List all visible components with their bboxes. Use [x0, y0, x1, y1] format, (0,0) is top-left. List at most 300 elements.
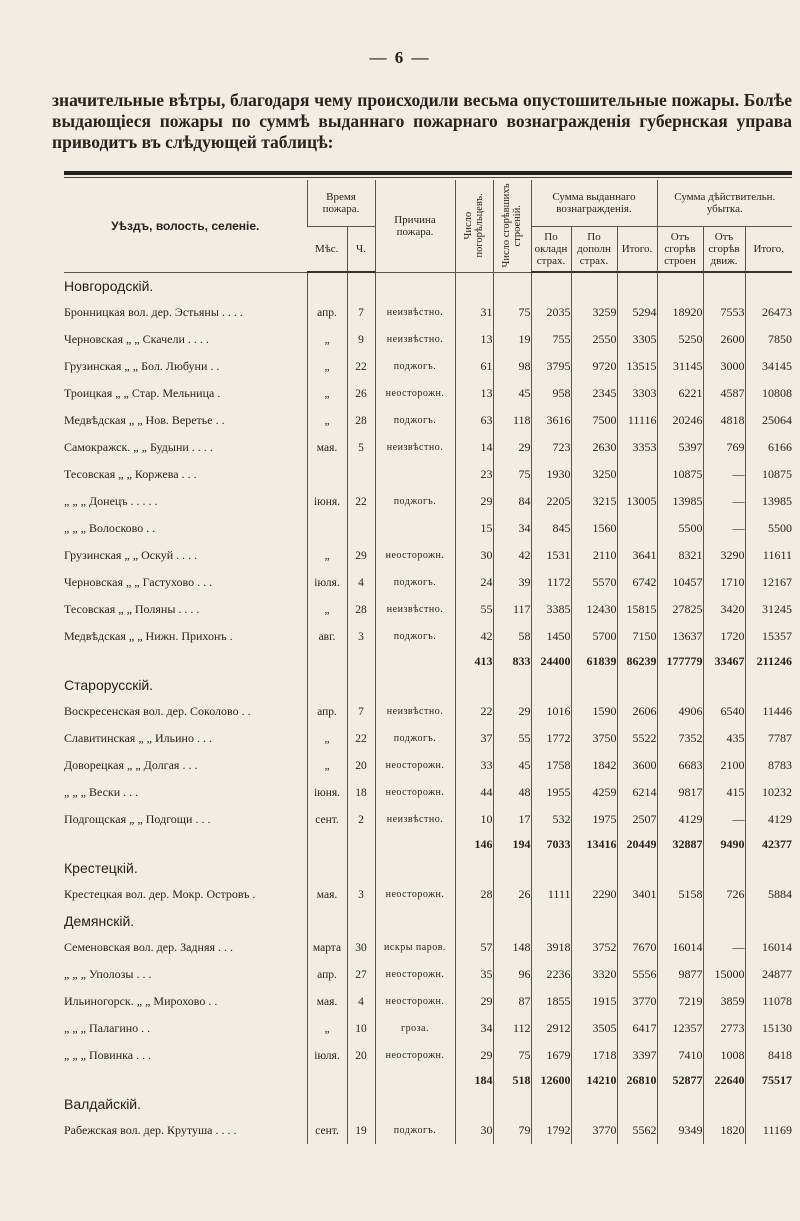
month-cell: [307, 515, 347, 542]
header-paid: Сумма выданнаго вознагражденія.: [531, 180, 657, 227]
loss-mov-cell: 7553: [703, 299, 745, 326]
month-cell: „: [307, 326, 347, 353]
loss-bld-cell: 7410: [657, 1042, 703, 1069]
cause-cell: неосторожн.: [375, 1042, 455, 1069]
paid-total-cell: 13005: [617, 488, 657, 515]
loss-mov-cell: 1710: [703, 569, 745, 596]
place-cell: Грузинская „ „ Оскуй . . . .: [64, 548, 198, 562]
paid-add-cell: 14210: [571, 1069, 617, 1091]
paid-main-cell: 958: [531, 380, 571, 407]
table-row: [64, 515, 792, 542]
table-row: [64, 1015, 792, 1042]
loss-mov-cell: —: [703, 806, 745, 833]
place-cell: Медвѣдская „ „ Нижн. Прихонъ .: [64, 629, 233, 643]
buildings-cell: 75: [493, 1042, 531, 1069]
district-row: [64, 1091, 792, 1117]
paid-add-cell: 4259: [571, 779, 617, 806]
buildings-cell: 98: [493, 353, 531, 380]
table-row: [64, 988, 792, 1015]
loss-total-cell: 5884: [745, 881, 792, 908]
cause-cell: гроза.: [375, 1015, 455, 1042]
loss-mov-cell: 2600: [703, 326, 745, 353]
victims-cell: 29: [455, 488, 493, 515]
cause-cell: неизвѣстно.: [375, 434, 455, 461]
loss-bld-cell: 18920: [657, 299, 703, 326]
district-name: Крестецкій.: [64, 860, 138, 876]
buildings-cell: 48: [493, 779, 531, 806]
paid-total-cell: 26810: [617, 1069, 657, 1091]
table-row: [64, 725, 792, 752]
table-body: [64, 272, 792, 1144]
loss-mov-cell: 435: [703, 725, 745, 752]
paid-total-cell: 3397: [617, 1042, 657, 1069]
loss-mov-cell: 3290: [703, 542, 745, 569]
buildings-cell: 42: [493, 542, 531, 569]
victims-cell: 10: [455, 806, 493, 833]
loss-bld-cell: 7352: [657, 725, 703, 752]
day-cell: 3: [347, 623, 375, 650]
victims-cell: 31: [455, 299, 493, 326]
paid-total-cell: 7670: [617, 934, 657, 961]
loss-bld-cell: 52877: [657, 1069, 703, 1091]
cause-cell: неизвѣстно.: [375, 698, 455, 725]
paid-total-cell: [617, 515, 657, 542]
victims-cell: 55: [455, 596, 493, 623]
month-cell: іюля.: [307, 1042, 347, 1069]
month-cell: апр.: [307, 698, 347, 725]
loss-mov-cell: 2773: [703, 1015, 745, 1042]
month-cell: „: [307, 752, 347, 779]
table-row: [64, 299, 792, 326]
loss-bld-cell: 10457: [657, 569, 703, 596]
paid-total-cell: 20449: [617, 833, 657, 855]
day-cell: 30: [347, 934, 375, 961]
place-cell: Семеновская вол. дер. Задняя . . .: [64, 940, 233, 954]
buildings-cell: 55: [493, 725, 531, 752]
place-cell: „ „ „ Повинка . . .: [64, 1048, 152, 1062]
place-cell: Самокражск. „ „ Будыни . . . .: [64, 440, 213, 454]
place-cell: Крестецкая вол. дер. Мокр. Островъ .: [64, 887, 256, 901]
month-cell: [307, 833, 347, 855]
loss-bld-cell: 16014: [657, 934, 703, 961]
cause-cell: поджогъ.: [375, 1117, 455, 1144]
loss-total-cell: 15130: [745, 1015, 792, 1042]
paid-add-cell: 3750: [571, 725, 617, 752]
day-cell: 22: [347, 353, 375, 380]
loss-total-cell: 13985: [745, 488, 792, 515]
day-cell: 3: [347, 881, 375, 908]
place-cell: [64, 650, 307, 672]
day-cell: [347, 461, 375, 488]
day-cell: 28: [347, 596, 375, 623]
place-cell: Черновская „ „ Гастухово . . .: [64, 575, 213, 589]
month-cell: „: [307, 542, 347, 569]
paid-add-cell: 3505: [571, 1015, 617, 1042]
table-row: [64, 353, 792, 380]
loss-bld-cell: 10875: [657, 461, 703, 488]
month-cell: „: [307, 1015, 347, 1042]
month-cell: „: [307, 380, 347, 407]
day-cell: 9: [347, 326, 375, 353]
cause-cell: неизвѣстно.: [375, 299, 455, 326]
paid-total-cell: 13515: [617, 353, 657, 380]
loss-total-cell: 24877: [745, 961, 792, 988]
paid-main-cell: 12600: [531, 1069, 571, 1091]
buildings-cell: 84: [493, 488, 531, 515]
paid-add-cell: 2345: [571, 380, 617, 407]
buildings-cell: 19: [493, 326, 531, 353]
victims-cell: 44: [455, 779, 493, 806]
loss-total-cell: 10232: [745, 779, 792, 806]
loss-total-cell: 31245: [745, 596, 792, 623]
buildings-cell: 39: [493, 569, 531, 596]
header-buildings: Число сгорѣвшихъ строеній.: [501, 183, 523, 268]
loss-bld-cell: 32887: [657, 833, 703, 855]
victims-cell: 13: [455, 326, 493, 353]
victims-cell: 29: [455, 1042, 493, 1069]
paid-add-cell: 1975: [571, 806, 617, 833]
place-cell: Бронницкая вол. дер. Эстьяны . . . .: [64, 305, 243, 319]
place-cell: [64, 1069, 307, 1091]
district-name: Новгородскій.: [64, 277, 154, 294]
paid-add-cell: 5700: [571, 623, 617, 650]
loss-total-cell: 42377: [745, 833, 792, 855]
paid-main-cell: 2205: [531, 488, 571, 515]
place-cell: Ильиногорск. „ „ Мирохово . .: [64, 994, 218, 1008]
victims-cell: 30: [455, 1117, 493, 1144]
loss-mov-cell: 9490: [703, 833, 745, 855]
loss-mov-cell: 4587: [703, 380, 745, 407]
paid-main-cell: 3795: [531, 353, 571, 380]
paid-main-cell: 723: [531, 434, 571, 461]
place-cell: Доворецкая „ „ Долгая . . .: [64, 758, 198, 772]
paid-total-cell: 3600: [617, 752, 657, 779]
paid-add-cell: 9720: [571, 353, 617, 380]
loss-bld-cell: 8321: [657, 542, 703, 569]
loss-total-cell: 25064: [745, 407, 792, 434]
cause-cell: поджогъ.: [375, 407, 455, 434]
buildings-cell: 833: [493, 650, 531, 672]
paid-add-cell: 3752: [571, 934, 617, 961]
buildings-cell: 87: [493, 988, 531, 1015]
loss-total-cell: 11611: [745, 542, 792, 569]
cause-cell: [375, 1069, 455, 1091]
loss-bld-cell: 5500: [657, 515, 703, 542]
cause-cell: неосторожн.: [375, 961, 455, 988]
loss-bld-cell: 4129: [657, 806, 703, 833]
day-cell: [347, 650, 375, 672]
place-cell: Черновская „ „ Скачели . . . .: [64, 332, 209, 346]
place-cell: Тесовская „ „ Поляны . . . .: [64, 602, 200, 616]
paid-add-cell: 3770: [571, 1117, 617, 1144]
paid-main-cell: 24400: [531, 650, 571, 672]
day-cell: 26: [347, 380, 375, 407]
paid-total-cell: [617, 461, 657, 488]
month-cell: марта: [307, 934, 347, 961]
loss-mov-cell: —: [703, 515, 745, 542]
header-month: Мѣс.: [307, 227, 347, 273]
loss-bld-cell: 13985: [657, 488, 703, 515]
total-row: [64, 1069, 792, 1091]
loss-total-cell: 16014: [745, 934, 792, 961]
day-cell: 27: [347, 961, 375, 988]
victims-cell: 29: [455, 988, 493, 1015]
table-top-rule-thin: [64, 177, 792, 178]
loss-bld-cell: 4906: [657, 698, 703, 725]
victims-cell: 30: [455, 542, 493, 569]
intro-paragraph: значительные вѣтры, благодаря чему происходили весьма опустошительные пожары. Болѣе выдающіеся пожары по суммѣ выданнаго пожарнаго вознагражденія губернская управа приводитъ въ слѣдующей таблицѣ:: [52, 90, 792, 152]
victims-cell: 13: [455, 380, 493, 407]
loss-bld-cell: 20246: [657, 407, 703, 434]
header-victims: Число погорѣльцевъ.: [463, 193, 485, 258]
loss-bld-cell: 6683: [657, 752, 703, 779]
day-cell: 19: [347, 1117, 375, 1144]
paid-main-cell: 1679: [531, 1042, 571, 1069]
loss-total-cell: 7850: [745, 326, 792, 353]
place-cell: Подгощская „ „ Подгощи . . .: [64, 812, 211, 826]
place-cell: Медвѣдская „ „ Нов. Веретье . .: [64, 413, 225, 427]
month-cell: „: [307, 407, 347, 434]
loss-mov-cell: —: [703, 934, 745, 961]
day-cell: 18: [347, 779, 375, 806]
paid-main-cell: 532: [531, 806, 571, 833]
table-row: [64, 806, 792, 833]
table-row: [64, 934, 792, 961]
victims-cell: 33: [455, 752, 493, 779]
district-name: Валдайскій.: [64, 1096, 142, 1112]
day-cell: 20: [347, 1042, 375, 1069]
paid-add-cell: 1842: [571, 752, 617, 779]
cause-cell: поджогъ.: [375, 353, 455, 380]
paid-add-cell: 3259: [571, 299, 617, 326]
loss-total-cell: 34145: [745, 353, 792, 380]
loss-bld-cell: 6221: [657, 380, 703, 407]
paid-total-cell: 2606: [617, 698, 657, 725]
table-row: [64, 569, 792, 596]
cause-cell: поджогъ.: [375, 488, 455, 515]
paid-add-cell: 12430: [571, 596, 617, 623]
day-cell: 29: [347, 542, 375, 569]
total-row: [64, 833, 792, 855]
buildings-cell: 117: [493, 596, 531, 623]
day-cell: 28: [347, 407, 375, 434]
month-cell: мая.: [307, 988, 347, 1015]
paid-main-cell: 1531: [531, 542, 571, 569]
loss-mov-cell: 726: [703, 881, 745, 908]
paid-total-cell: 86239: [617, 650, 657, 672]
buildings-cell: 112: [493, 1015, 531, 1042]
table-row: [64, 461, 792, 488]
month-cell: [307, 461, 347, 488]
paid-total-cell: 3305: [617, 326, 657, 353]
header-time: Время пожара.: [307, 180, 375, 227]
buildings-cell: 75: [493, 299, 531, 326]
paid-add-cell: 1915: [571, 988, 617, 1015]
day-cell: 22: [347, 725, 375, 752]
buildings-cell: 194: [493, 833, 531, 855]
paid-add-cell: 5570: [571, 569, 617, 596]
cause-cell: неосторожн.: [375, 752, 455, 779]
paid-main-cell: 2035: [531, 299, 571, 326]
paid-add-cell: 2290: [571, 881, 617, 908]
loss-mov-cell: 3000: [703, 353, 745, 380]
table-row: [64, 1042, 792, 1069]
loss-total-cell: 10875: [745, 461, 792, 488]
victims-cell: 15: [455, 515, 493, 542]
paid-main-cell: 3385: [531, 596, 571, 623]
paid-main-cell: 1772: [531, 725, 571, 752]
cause-cell: неизвѣстно.: [375, 326, 455, 353]
place-cell: Рабежская вол. дер. Крутуша . . . .: [64, 1123, 237, 1137]
paid-total-cell: 5294: [617, 299, 657, 326]
district-name: Демянскій.: [64, 913, 135, 929]
loss-total-cell: 4129: [745, 806, 792, 833]
cause-cell: неосторожн.: [375, 542, 455, 569]
paid-add-cell: 3250: [571, 461, 617, 488]
table-row: [64, 881, 792, 908]
paid-total-cell: 5562: [617, 1117, 657, 1144]
table-row: [64, 596, 792, 623]
loss-total-cell: 211246: [745, 650, 792, 672]
paid-main-cell: 1930: [531, 461, 571, 488]
loss-bld-cell: 13637: [657, 623, 703, 650]
paid-add-cell: 1590: [571, 698, 617, 725]
month-cell: [307, 650, 347, 672]
paid-total-cell: 3401: [617, 881, 657, 908]
header-paid-total: Итого.: [617, 227, 657, 273]
header-loss-bld: Отъ сгорѣв строен: [657, 227, 703, 273]
loss-bld-cell: 5158: [657, 881, 703, 908]
paid-total-cell: 3353: [617, 434, 657, 461]
place-cell: Воскресенская вол. дер. Соколово . .: [64, 704, 251, 718]
victims-cell: 37: [455, 725, 493, 752]
district-row: [64, 272, 792, 299]
cause-cell: поджогъ.: [375, 623, 455, 650]
header-cause: Причина пожара.: [375, 180, 455, 272]
loss-total-cell: 75517: [745, 1069, 792, 1091]
paid-total-cell: 15815: [617, 596, 657, 623]
loss-bld-cell: 27825: [657, 596, 703, 623]
buildings-cell: 58: [493, 623, 531, 650]
table-row: [64, 380, 792, 407]
district-row: [64, 908, 792, 934]
loss-bld-cell: 9817: [657, 779, 703, 806]
place-cell: „ „ „ Уполозы . . .: [64, 967, 152, 981]
place-cell: Троицкая „ „ Стар. Мельница .: [64, 386, 221, 400]
table-row: [64, 407, 792, 434]
victims-cell: 22: [455, 698, 493, 725]
loss-bld-cell: 12357: [657, 1015, 703, 1042]
day-cell: 20: [347, 752, 375, 779]
paid-total-cell: 6214: [617, 779, 657, 806]
loss-mov-cell: —: [703, 461, 745, 488]
loss-total-cell: 11169: [745, 1117, 792, 1144]
loss-total-cell: 26473: [745, 299, 792, 326]
paid-main-cell: 7033: [531, 833, 571, 855]
buildings-cell: 17: [493, 806, 531, 833]
day-cell: 7: [347, 299, 375, 326]
loss-total-cell: 10808: [745, 380, 792, 407]
loss-mov-cell: 33467: [703, 650, 745, 672]
month-cell: [307, 1069, 347, 1091]
loss-total-cell: 6166: [745, 434, 792, 461]
paid-main-cell: 845: [531, 515, 571, 542]
loss-total-cell: 11446: [745, 698, 792, 725]
district-row: [64, 672, 792, 698]
day-cell: 10: [347, 1015, 375, 1042]
table-row: [64, 752, 792, 779]
paid-total-cell: 7150: [617, 623, 657, 650]
loss-mov-cell: 1008: [703, 1042, 745, 1069]
victims-cell: 14: [455, 434, 493, 461]
paid-main-cell: 2912: [531, 1015, 571, 1042]
cause-cell: [375, 650, 455, 672]
fires-table: [64, 180, 792, 1144]
loss-mov-cell: 3420: [703, 596, 745, 623]
cause-cell: поджогъ.: [375, 725, 455, 752]
header-loss-mov: Отъ сгорѣв движ.: [703, 227, 745, 273]
paid-total-cell: 5556: [617, 961, 657, 988]
loss-mov-cell: 1720: [703, 623, 745, 650]
buildings-cell: 96: [493, 961, 531, 988]
paid-add-cell: 2110: [571, 542, 617, 569]
paid-main-cell: 1792: [531, 1117, 571, 1144]
loss-bld-cell: 7219: [657, 988, 703, 1015]
loss-mov-cell: 415: [703, 779, 745, 806]
cause-cell: неизвѣстно.: [375, 596, 455, 623]
loss-total-cell: 8783: [745, 752, 792, 779]
loss-bld-cell: 9877: [657, 961, 703, 988]
loss-total-cell: 15357: [745, 623, 792, 650]
table-row: [64, 1117, 792, 1144]
table-row: [64, 488, 792, 515]
month-cell: іюля.: [307, 569, 347, 596]
victims-cell: 413: [455, 650, 493, 672]
table-row: [64, 434, 792, 461]
buildings-cell: 29: [493, 698, 531, 725]
paid-total-cell: 3641: [617, 542, 657, 569]
table-row: [64, 779, 792, 806]
table-top-rule: [64, 171, 792, 175]
victims-cell: 23: [455, 461, 493, 488]
paid-add-cell: 1560: [571, 515, 617, 542]
paid-main-cell: 1855: [531, 988, 571, 1015]
paid-total-cell: 6742: [617, 569, 657, 596]
district-name: Старорусскій.: [64, 677, 154, 693]
month-cell: апр.: [307, 299, 347, 326]
loss-total-cell: 5500: [745, 515, 792, 542]
loss-mov-cell: 22640: [703, 1069, 745, 1091]
buildings-cell: 34: [493, 515, 531, 542]
day-cell: 4: [347, 988, 375, 1015]
loss-total-cell: 11078: [745, 988, 792, 1015]
place-cell: Тесовская „ „ Коржева . . .: [64, 467, 197, 481]
paid-main-cell: 2236: [531, 961, 571, 988]
header-loss-total: Итого.: [745, 227, 792, 273]
paid-add-cell: 2630: [571, 434, 617, 461]
month-cell: „: [307, 596, 347, 623]
paid-total-cell: 5522: [617, 725, 657, 752]
cause-cell: неосторожн.: [375, 881, 455, 908]
paid-add-cell: 2550: [571, 326, 617, 353]
victims-cell: 28: [455, 881, 493, 908]
month-cell: сент.: [307, 806, 347, 833]
district-row: [64, 855, 792, 881]
total-row: [64, 650, 792, 672]
paid-total-cell: 2507: [617, 806, 657, 833]
day-cell: [347, 833, 375, 855]
place-cell: „ „ „ Донецъ . . . . .: [64, 494, 158, 508]
